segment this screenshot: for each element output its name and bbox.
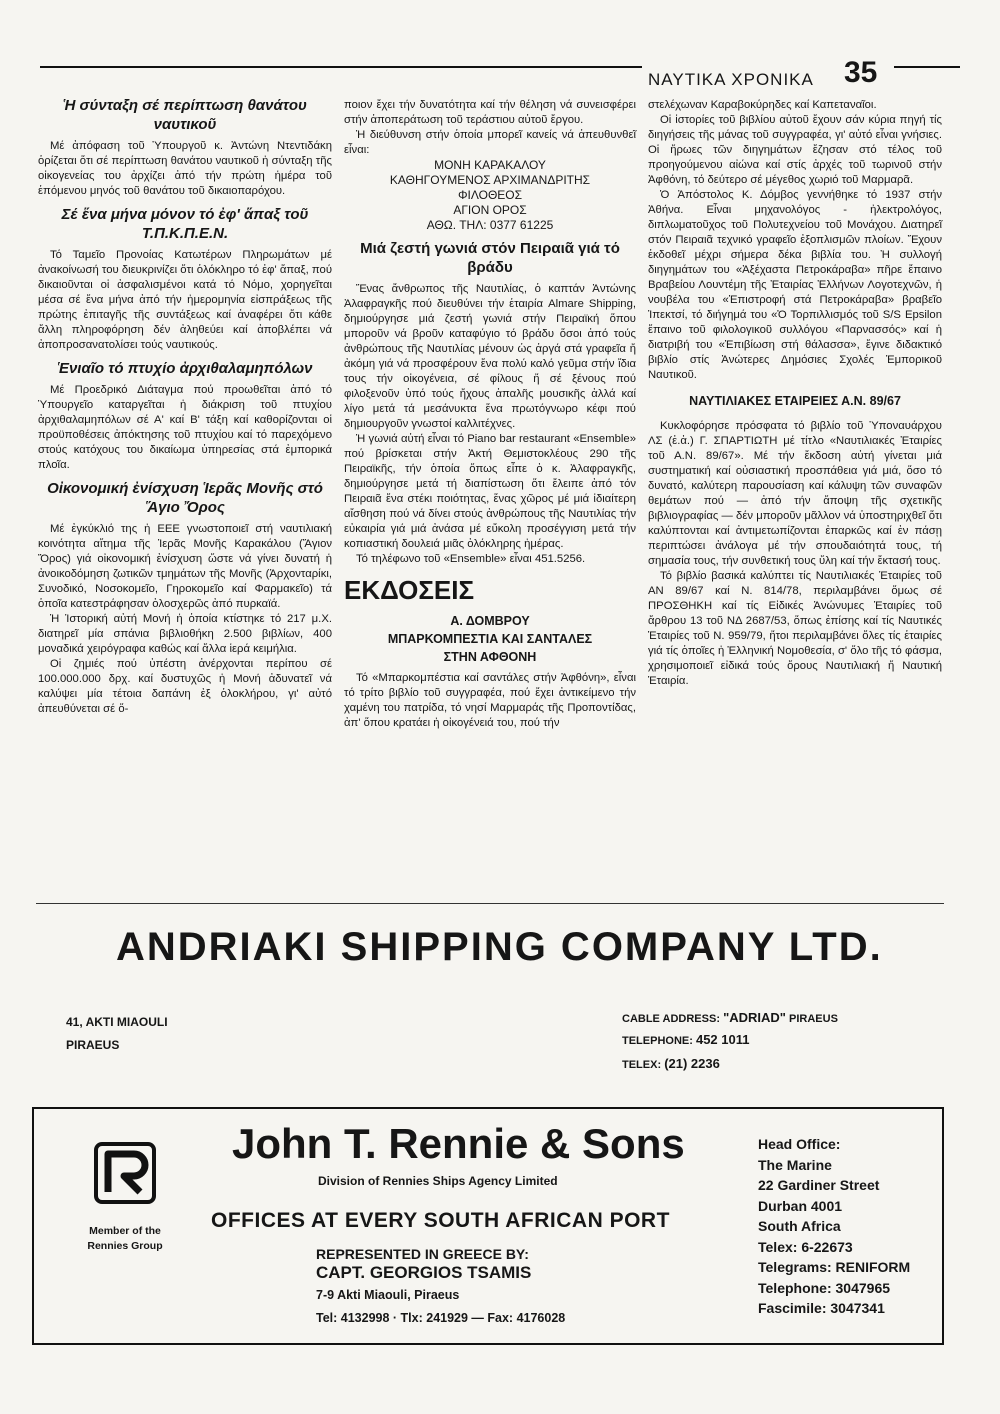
head-office-label: Head Office: bbox=[758, 1136, 841, 1152]
paragraph: Ἡ γωνιά αὐτή εἶναι τό Piano bar restaurant «Ensemble» πού βρίσκεται στήν Ἀκτή Θεμιστοκλέους 290 τῆς Πειραϊκῆς, τήν ὁποία ὅπως εἶπε ὁ κ. Ἀλαφραγκῆς, δημιούργησε μετά τή διαπίστωση ὅτι ἔλειπε ἀπό τόν Πειραιᾶ ἕνα στέκι ποιότητας, ἕνας χῶρος μέ μιά ἰδιαίτερη αἴσθηση πού νά δίνει στούς ἀνθρώπους τῆς Ναυτιλίας τήν εὐκαιρία γιά μιά ἀνάσα μέ εὔκολη προσέγγιση μετά τήν κοπιαστική δουλειά μιᾶς ὁλόκληρης ἡμέρας. bbox=[344, 433, 636, 550]
andriaki-cable bbox=[622, 1010, 838, 1025]
member-note bbox=[70, 1224, 180, 1254]
paragraph: Ἕνας ἄνθρωπος τῆς Ναυτιλίας, ὁ καπτάν Ἀντώνης Ἀλαφραγκῆς πού διευθύνει τήν ἑταιρία Almare Shipping, δημιούργησε μιά ζεστή γωνιά στήν Πειραϊκή ὅπου μποροῦν νά βροῦν καταφύγιο τό βράδυ ὅσοι ἀπό τούς ἀνθρώπους τῆς Ναυτιλίας μένουν ὡς ἀργά στά γραφεῖα ἤ ἀκόμη γιά νά προσφέρουν ἕνα πολύ καλό γεῦμα στήν ἴδια τους τήν οἰκογένεια, σέ φίλους ἤ σέ ξένους πού φιλοξενοῦν ὑπό τούς ἤχους ἁπαλῆς μουσικῆς ἀλλά καί λίγο μετά τά μεσάνυκτα ἕνα πρωτόγνωρο κέφι πού δημιουργοῦν γνωστοί καλλιτέχνες. bbox=[344, 283, 636, 430]
andriaki-company-name: ANDRIAKI SHIPPING COMPANY LTD. bbox=[116, 925, 883, 969]
paragraph: Τό «Μπαρκομπέστια καί σαντάλες στήν Ἀφθόνη», εἶναι τό τρίτο βιβλίο τοῦ συγγραφέα, πού ἔχει ἀντικείμενο τήν χαμένη του πατρίδα, τό νησί Μαρμαράς τῆς Προποντίδας, ἀπ' ὅπου κρατάει ἡ οἰκογένειά του, πού τήν bbox=[344, 672, 636, 729]
head-office-line: 22 Gardiner Street bbox=[758, 1177, 880, 1193]
headline-pension: Ἡ σύνταξη σέ περίπτωση θανάτου ναυτικοῦ bbox=[63, 97, 307, 133]
headline-shipping-companies: ΝΑΥΤΙΛΙΑΚΕΣ ΕΤΑΙΡΕΙΕΣ Α.Ν. 89/67 bbox=[689, 394, 901, 408]
head-office-telephone: Telephone: 3047965 bbox=[758, 1279, 891, 1296]
represented-by: REPRESENTED IN GREECE BY: bbox=[316, 1246, 529, 1262]
section-title: ΕΚΔΟΣΕΙΣ bbox=[344, 575, 475, 605]
top-rule-right bbox=[894, 66, 960, 68]
paragraph: Κυκλοφόρησε πρόσφατα τό βιβλίο τοῦ Ὑποναυάρχου ΛΣ (ἐ.ἀ.) Γ. ΣΠΑΡΤΙΩΤΗ μέ τίτλο «Ναυτιλιακές Ἑταιρίες τοῦ Α.Ν. 89/67». Μέ τήν ἔκδοση αὐτή γίνεται μιά συστηματική καί οὐσιαστική προσπάθεια γιά μιά, ὅσο τό δυνατό, καλύτερη παρουσίαση καί κάλυψη τῶν συναφῶν θεμάτων πού — ἀπό τήν ἄποψη τῆς σχετικῆς βιβλιογραφίας — δέν μποροῦν μᾶλλον νά ὑποστηριχθεῖ ὅτι καλύπτονται καί ἀντιμετωπίζονται ἐπαρκῶς καί ἐν πάσῃ περιπτώσει ἀνάλογα μέ τήν σπουδαιότητά τους, τή σημασία τους, τήν συνθετική τους ὕλη καί τήν ἔκτασή τους. bbox=[648, 420, 942, 567]
column-3 bbox=[648, 98, 942, 689]
paragraph: ποιον ἔχει τήν δυνατότητα καί τήν θέληση νά συνεισφέρει στήν ἀποπεράτωση τοῦ τεράστιου αὐτοῦ ἔργου. bbox=[344, 99, 636, 126]
column-1 bbox=[38, 96, 332, 717]
paragraph: στελέχωναν Καραβοκύρηδες καί Καπεταναῖοι. bbox=[648, 99, 877, 111]
rennie-offices: OFFICES AT EVERY SOUTH AFRICAN PORT bbox=[211, 1209, 670, 1232]
paragraph: Τό τηλέφωνο τοῦ «Ensemble» εἶναι 451.5256. bbox=[356, 553, 586, 565]
headline-diploma: Ἑνιαῖο τό πτυχίο ἀρχιθαλαμηπόλων bbox=[57, 360, 313, 377]
cable-value: "ADRIAD" bbox=[723, 1010, 786, 1025]
paragraph: Ὁ Ἀπόστολος Κ. Δόμβος γεννήθηκε τό 1937 στήν Ἀθήνα. Εἶναι μηχανολόγος - ἠλεκτρολόγος, διπλωματοῦχος τοῦ Πολυτεχνείου τοῦ Μονάχου. Διατηρεῖ στόν Πειραιᾶ τεχνικό γραφεῖο ἐξοπλισμῶν πλοίων. Ἔχουν ἐκδοθεῖ μέχρι σήμερα δέκα βιβλία του. Ἡ συλλογή διηγημάτων του «Ἀξέχαστα Πετροκάραβα» πῆρε ἔπαινο Βραβείου Λουντέμη τῆς Ἑταιρίας Ἑλλήνων Λογοτεχνῶν, ἡ νουβέλα του «Ἐπιστροφή στά Πετροκάραβα» βραβεῖο Ἰπεκτσί, τό διήγημά του «Ὁ Τορπιλλισμός τοῦ S/S Epsilon ἔπαινο τοῦ φιλολογικοῦ συλλόγου «Παρνασσός» καί ἡ διατριβή του «Ἐπιβίωση στή θάλασσα», ἔγινε διδακτικό βιβλίο στίς Ἀνώτερες Δημόσιες Σχολές Ἐμπορικοῦ Ναυτικοῦ. bbox=[648, 189, 942, 381]
paragraph: Τό Ταμεῖο Προνοίας Κατωτέρων Πληρωμάτων μέ ἀνακοίνωσή του διευκρινίζει ὅτι ὁλόκληρο τό ἐφ' ἅπαξ, πού δικαιοῦνται οἱ ἀσφαλισμένοι κατά τό Νόμο, χορηγεῖται μέσα σέ ἕνα μήνα ἀπό τήν ἡμερομηνία εἰσπράξεως τῆς πρώτης ἐπιταγῆς τῆς συντάξεως καί ἀναφέρει ὅτι κάθε ἄλλη πληροφόρηση δέν ἀληθεύει καί ἀποβλέπει νά ἀποπροσανατολίσει τούς ναυτικούς. bbox=[38, 249, 332, 351]
top-rule-left bbox=[40, 66, 642, 68]
address-line: ΑΓΙΟΝ ΟΡΟΣ bbox=[453, 203, 527, 217]
paragraph: Ἡ Ἱστορική αὐτή Μονή ἡ ὁποία κτίστηκε τό 217 μ.Χ. διατηρεῖ μία σπάνια βιβλιοθήκη 2.500 βιβλίων, 400 μοναδικά χειρόγραφα καθώς καί ἄλλα ἱερά κειμήλια. bbox=[38, 613, 332, 655]
head-office-line: The Marine bbox=[758, 1156, 832, 1173]
address-line: ΚΑΘΗΓΟΥΜΕΝΟΣ ΑΡΧΙΜΑΝΔΡΙΤΗΣ bbox=[389, 173, 591, 187]
paragraph: Οἱ ἱστορίες τοῦ βιβλίου αὐτοῦ ἔχουν σάν κύρια πηγή τίς διηγήσεις τῆς μάνας τοῦ συγγραφέα, γι' αὐτό εἶναι γνήσιες. Οἱ ἥρωες τῶν διηγημάτων ἔζησαν στό τέλος τοῦ προηγούμενου αἰώνα καί στίς ἀρχές τοῦ τωρινοῦ στήν Ἀφθόνη, τό δεύτερο σέ μέγεθος χωριό τοῦ Μαρμαρᾶ. bbox=[648, 114, 942, 186]
paragraph: Μέ ἐγκύκλιό της ἡ ΕΕΕ γνωστοποιεῖ στή ναυτιλιακή κοινότητα αἴτημα τῆς Ἱερᾶς Μονῆς Καρακάλου (Ἅγιον Ὄρος) γιά οἰκονομική ἐνίσχυση ὥστε νά γίνει δυνατή ἡ ἀνοικοδόμηση ζωτικῶν τμημάτων τῆς Μονῆς (Ἀρχονταρίκι, Συνοδικό, Νοσοκομεῖο, Γηροκομεῖο καί Φαρμακεῖο) τά ὁποῖα κατεστράφησαν ὁλοσχερῶς ἀπό πυρκαϊά. bbox=[38, 523, 332, 610]
paragraph: Μέ Προεδρικό Διάταγμα πού προωθεῖται ἀπό τό Ὑπουργεῖο καταργεῖται ἡ διάκριση τοῦ πτυχίου ἀρχιθαλαμηπόλων σέ Α' καί Β' τάξη καί καθορίζονται οἱ προϋποθέσεις ἀπόκτησης τοῦ πτυχίου καί τό παρεχόμενο στούς κατόχους του δικαίωμα ὑπηρεσίας στά ἐμπορικά πλοῖα. bbox=[38, 384, 332, 471]
book-author: Α. ΔΟΜΒΡΟΥ bbox=[450, 614, 530, 628]
column-bottom-rule bbox=[36, 903, 944, 904]
andriaki-telex bbox=[622, 1056, 720, 1071]
paragraph: Τό βιβλίο βασικά καλύπτει τίς Ναυτιλιακές Ἑταιρίες τοῦ ΑΝ 89/67 καί Ν. 814/78, περιλαμβάνει ὅμως σέ ΠΡΟΣΘΗΚΗ καί τίς Εἰδικές Ἀνώνυμες Ἑταιρίες τοῦ ἄρθρου 13 τοῦ ΝΔ 2687/53, ὅπως ἐπίσης καί τίς Ναυτικές Ἑταιρίες τοῦ Ν. 959/79, ἤτοι περιλαμβάνει ὅλες τίς ἑταιρίες γιά τίς ὁποῖες ἡ Ἑλληνική Νομοθεσία, σ' ὅλο τῆς τό φάσμα, χρησιμοποιεῖ εἰδικά τούς ὅρους Ναυτιλιακή ἤ Ναυτική Ἑταιρία. bbox=[648, 570, 942, 687]
cable-city: PIRAEUS bbox=[789, 1013, 838, 1025]
page-number: 35 bbox=[844, 56, 878, 89]
head-office-block bbox=[758, 1134, 910, 1319]
rennie-title: John T. Rennie & Sons bbox=[232, 1120, 685, 1167]
andriaki-telephone bbox=[622, 1032, 749, 1047]
running-title: ΝΑΥΤΙΚΑ ΧΡΟΝΙΚΑ bbox=[648, 70, 814, 89]
head-office-line: South Africa bbox=[758, 1218, 841, 1234]
headline-monastery: Οἰκονομική ἐνίσχυση Ἱερᾶς Μονῆς στό Ἅγιο Ὄρος bbox=[47, 480, 323, 516]
andriaki-address-line2: PIRAEUS bbox=[66, 1038, 120, 1052]
representative-contacts: Tel: 4132998 · Tlx: 241929 — Fax: 4176028 bbox=[316, 1311, 566, 1325]
telephone-value: 452 1011 bbox=[695, 1032, 750, 1047]
headline-tpkpen: Σέ ἕνα μήνα μόνον τό ἐφ' ἅπαξ τοῦ Τ.Π.Κ.Π.Ε.Ν. bbox=[61, 206, 309, 242]
telex-label: TELEX: bbox=[622, 1059, 662, 1071]
head-office-fax: Fascimile: 3047341 bbox=[758, 1300, 885, 1316]
representative-address: 7-9 Akti Miaouli, Piraeus bbox=[316, 1288, 460, 1302]
cable-label: CABLE ADDRESS: bbox=[622, 1013, 720, 1025]
telex-value: (21) 2236 bbox=[664, 1056, 720, 1071]
rennies-logo-icon bbox=[94, 1142, 156, 1204]
book-title-line2: ΣΤΗΝ ΑΦΘΟΝΗ bbox=[443, 650, 537, 664]
member-line2: Rennies Group bbox=[87, 1240, 163, 1252]
member-line1: Member of the bbox=[89, 1225, 161, 1237]
representative-name: CAPT. GEORGIOS TSAMIS bbox=[316, 1263, 532, 1282]
address-line: ΦΙΛΟΘΕΟΣ bbox=[457, 188, 523, 202]
rennie-division: Division of Rennies Ships Agency Limited bbox=[318, 1174, 558, 1188]
address-line: ΜΟΝΗ ΚΑΡΑΚΑΛΟΥ bbox=[434, 158, 546, 172]
column-2 bbox=[344, 98, 636, 731]
paragraph: Ἡ διεύθυνση στήν ὁποία μπορεῖ κανείς νά ἀπευθυνθεῖ εἶναι: bbox=[344, 129, 636, 156]
head-office-line: Durban 4001 bbox=[758, 1197, 843, 1214]
telephone-label: TELEPHONE: bbox=[622, 1035, 693, 1047]
headline-piraeus: Μιά ζεστή γωνιά στόν Πειραιᾶ γιά τό βράδυ bbox=[360, 240, 620, 276]
book-title-line1: ΜΠΑΡΚΟΜΠΕΣΤΙΑ ΚΑΙ ΣΑΝΤΑΛΕΣ bbox=[387, 632, 593, 646]
paragraph: Οἱ ζημιές πού ὑπέστη ἀνέρχονται περίπου σέ 100.000.000 δρχ. καί δυστυχῶς ἡ Μονή ἀδυνατεῖ νά καλύψει μία τέτοια δαπάνη ἐξ ὁλοκλήρου, γι' αὐτό ἀπευθύνεται σέ ὅ- bbox=[38, 658, 332, 715]
paragraph: Μέ ἀπόφαση τοῦ Ὑπουργοῦ κ. Ἀντώνη Ντεντιδάκη ὁρίζεται ὅτι σέ περίπτωση θανάτου ναυτικοῦ ἡ σύνταξη τῆς οἰκογενείας του ἀρχίζει ἀπό τήν πρώτη ἡμέρα τοῦ ἑπόμενου μηνός τοῦ θανάτου τοῦ δικαιοπαρόχου. bbox=[38, 140, 332, 197]
andriaki-address-line1: 41, AKTI MIAOULI bbox=[66, 1015, 168, 1029]
head-office-telex: Telex: 6-22673 bbox=[758, 1238, 853, 1255]
address-line: ΑΘΩ. ΤΗΛ: 0377 61225 bbox=[426, 218, 554, 232]
head-office-telegrams: Telegrams: RENIFORM bbox=[758, 1259, 911, 1275]
